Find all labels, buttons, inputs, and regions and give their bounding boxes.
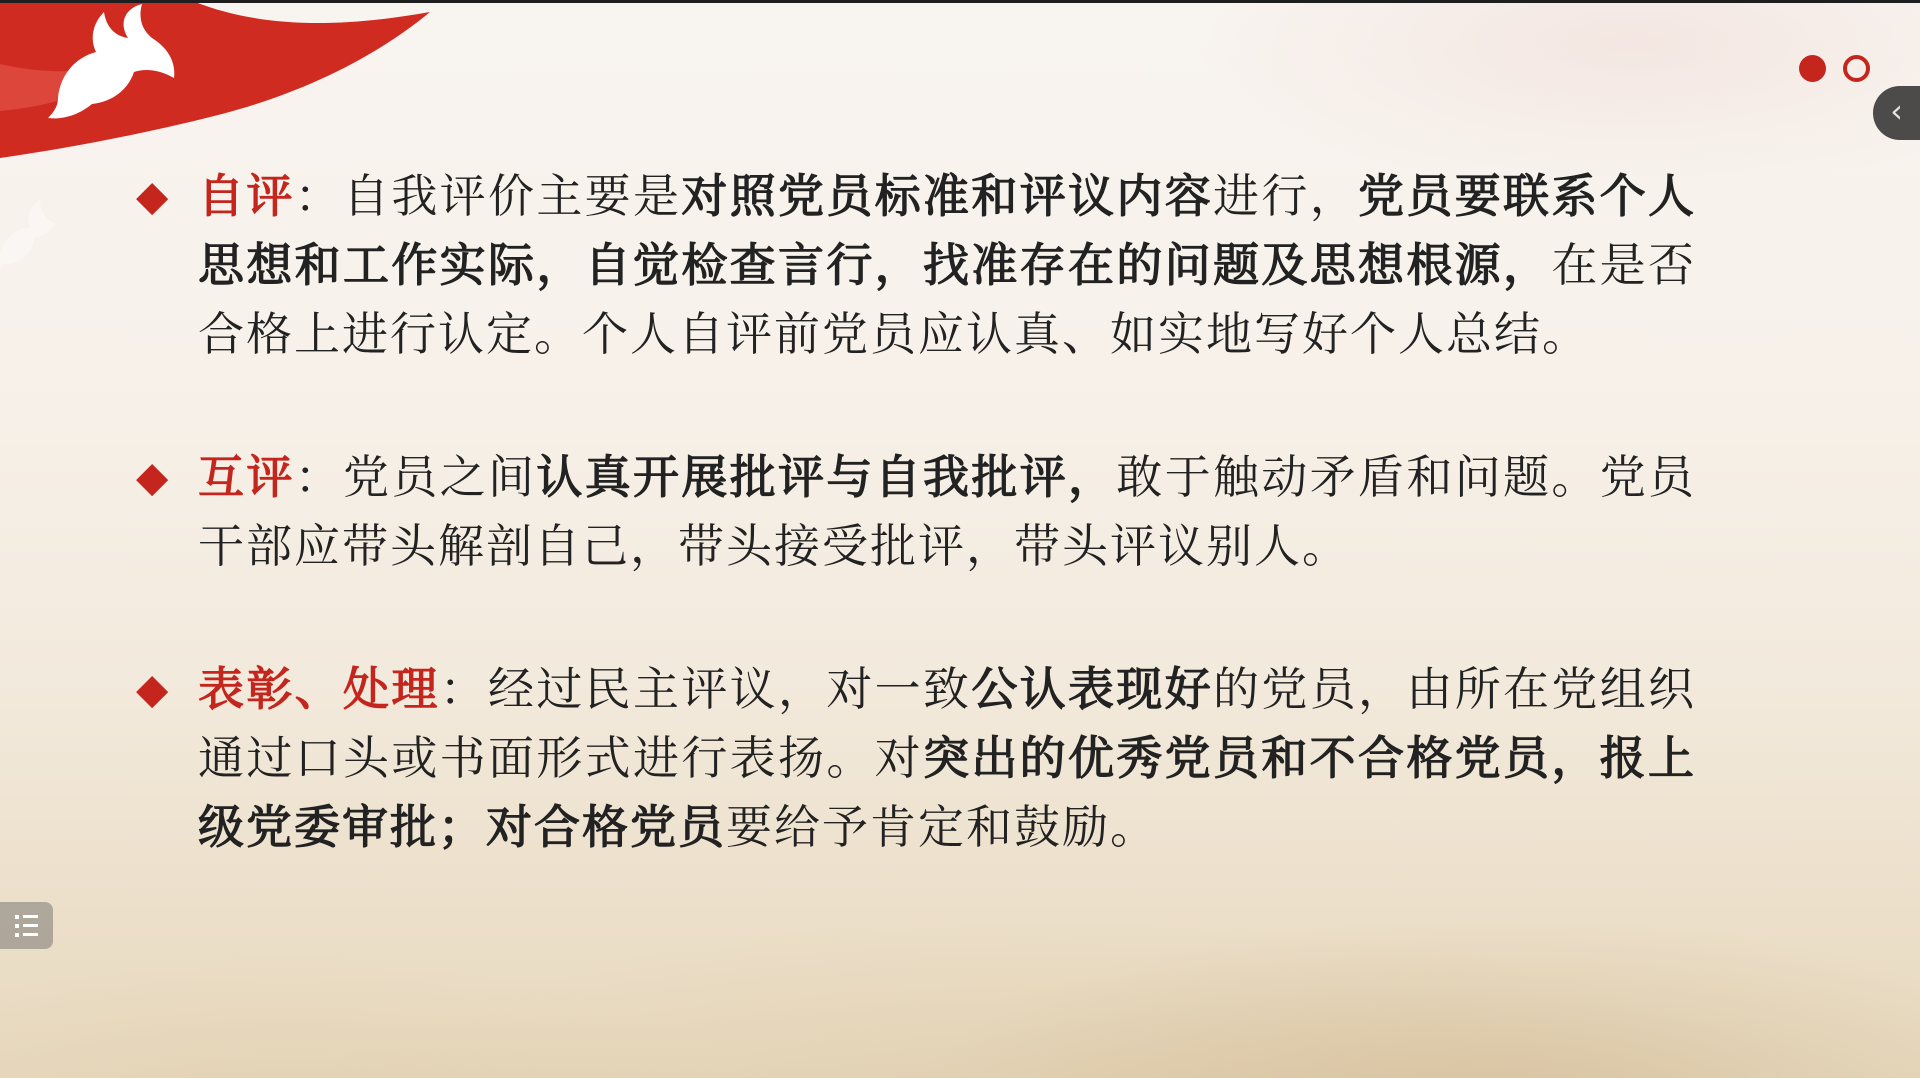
text-segment: 认真开展批评与自我批评， <box>536 452 1117 503</box>
text-segment: 进行， <box>1213 171 1359 222</box>
pagination-dot-inactive[interactable] <box>1843 55 1870 82</box>
text-segment: 自评 <box>198 171 295 222</box>
text-segment: 对照党员标准和评议内容 <box>681 171 1214 222</box>
text-segment: 敢于触动矛盾和问题。党员干部应带头解剖自己，带头接受批评，带头评议别人。 <box>198 452 1697 572</box>
text-segment: ： <box>294 171 344 222</box>
sidebar-collapse-button[interactable] <box>1873 86 1920 140</box>
text-segment: 突出的优秀党员和不合格党员，报上级党委审批；对合格党员 <box>198 733 1697 853</box>
pagination-dot-active[interactable] <box>1799 55 1826 82</box>
faint-dove-icon <box>0 198 60 288</box>
text-segment: 公认表现好 <box>971 664 1214 715</box>
toc-button[interactable] <box>0 902 53 949</box>
chevron-left-icon: ‹ <box>1890 92 1903 130</box>
text-segment: 表彰、处理 <box>198 664 440 715</box>
bullet-item <box>136 162 1696 369</box>
window-top-border <box>0 0 1920 3</box>
bullet-item <box>136 443 1696 581</box>
red-ribbon-decoration <box>0 2 440 182</box>
bullet-text <box>198 664 1696 853</box>
text-segment: 互评 <box>198 452 295 503</box>
text-segment: 经过民主评议，对一致 <box>488 664 972 715</box>
text-segment: 在是否合格上进行认定。个人自评前党员应认真、如实地写好个人总结。 <box>198 240 1697 360</box>
bullet-item <box>136 655 1696 862</box>
bullet-diamond-icon: ◆ <box>136 455 169 501</box>
list-icon <box>15 915 38 937</box>
bullet-diamond-icon: ◆ <box>136 174 169 220</box>
slide-pagination <box>1799 55 1870 82</box>
text-segment: 要给予肯定和鼓励。 <box>726 802 1158 853</box>
slide-content <box>136 162 1696 862</box>
bullet-text <box>198 171 1696 360</box>
text-segment: 的党员，由所在党组织通过口头或书面形式进行表扬。对 <box>198 664 1697 784</box>
text-segment: 党员要联系个人思想和工作实际，自觉检查言行，找准存在的问题及思想根源， <box>198 171 1697 291</box>
text-segment: 自我评价主要是 <box>343 171 682 222</box>
bullet-text <box>198 452 1696 572</box>
dove-icon <box>48 4 174 118</box>
text-segment: 党员之间 <box>343 452 537 503</box>
bullet-diamond-icon: ◆ <box>136 667 169 713</box>
text-segment: ： <box>439 664 489 715</box>
text-segment: ： <box>294 452 344 503</box>
